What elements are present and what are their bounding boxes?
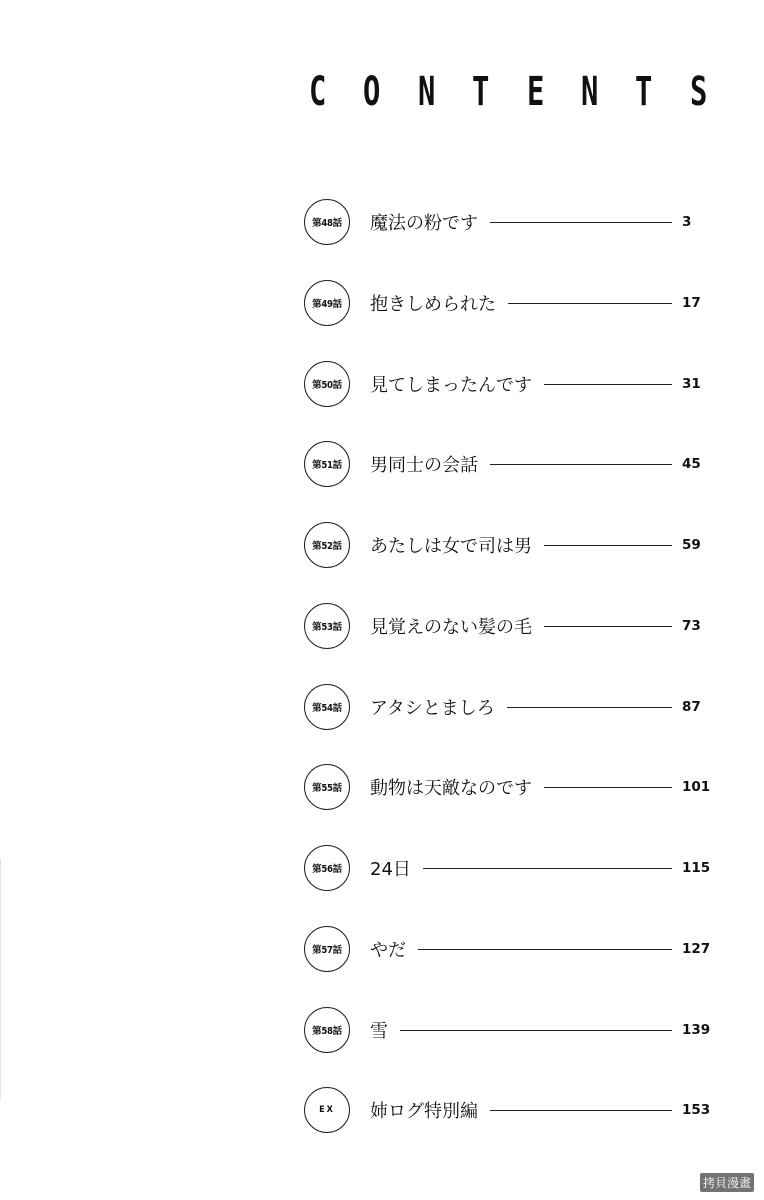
page-number: 3 [682, 214, 692, 230]
page-number: 153 [682, 1102, 711, 1118]
chapter-badge: 第52話 [304, 522, 350, 568]
chapter-title: 見てしまったんです [370, 375, 532, 396]
page-number: 139 [682, 1022, 711, 1038]
title-letter: C [309, 69, 327, 115]
toc-entry[interactable] [304, 198, 716, 246]
page-number: 127 [682, 941, 711, 957]
toc-entry[interactable] [304, 844, 716, 892]
chapter-title: 雪 [370, 1021, 388, 1042]
leader-line [418, 949, 672, 950]
toc-entry[interactable] [304, 1006, 716, 1054]
chapter-badge: 第53話 [304, 603, 350, 649]
page-number: 45 [682, 456, 701, 472]
chapter-badge: 第51話 [304, 441, 350, 487]
chapter-title: 24日 [370, 859, 411, 880]
leader-line [490, 464, 672, 465]
chapter-badge: 第48話 [304, 199, 350, 245]
toc-entry[interactable] [304, 925, 716, 973]
chapter-title: 見覚えのない髪の毛 [370, 617, 532, 638]
leader-line [544, 384, 672, 385]
leader-line [507, 707, 672, 708]
chapter-title: 男同士の会話 [370, 455, 478, 476]
chapter-badge: 第54話 [304, 684, 350, 730]
chapter-title: アタシとましろ [370, 698, 495, 719]
leader-line [544, 787, 672, 788]
toc-entry[interactable] [304, 440, 716, 488]
chapter-title: 抱きしめられた [370, 294, 496, 315]
toc-entry[interactable] [304, 763, 716, 811]
page-number: 17 [682, 295, 701, 311]
title-letter: S [689, 69, 708, 115]
page-edge-marks [0, 860, 4, 1100]
leader-line [423, 868, 672, 869]
page-number: 87 [682, 699, 701, 715]
title-letter: N [417, 69, 436, 115]
leader-line [490, 1110, 672, 1111]
toc-entry[interactable] [304, 521, 716, 569]
chapter-title: 魔法の粉です [370, 213, 478, 234]
chapter-badge: 第55話 [304, 764, 350, 810]
chapter-badge: 第56話 [304, 845, 350, 891]
chapter-title: やだ [370, 940, 406, 961]
extra-badge: EX [304, 1087, 350, 1133]
chapter-badge: 第49話 [304, 280, 350, 326]
chapter-badge: 第57話 [304, 926, 350, 972]
leader-line [544, 626, 672, 627]
page-number: 101 [682, 779, 711, 795]
toc-entry[interactable] [304, 279, 716, 327]
chapter-badge: 第58話 [304, 1007, 350, 1053]
site-watermark: 拷貝漫畫 [700, 1173, 754, 1192]
toc-entry[interactable] [304, 360, 716, 408]
page-number: 115 [682, 860, 711, 876]
toc-entry[interactable] [304, 602, 716, 650]
page-number: 73 [682, 618, 701, 634]
title-letter: E [526, 69, 544, 115]
leader-line [490, 222, 672, 223]
leader-line [544, 545, 672, 546]
leader-line [400, 1030, 672, 1031]
chapter-title: あたしは女で司は男 [370, 536, 532, 557]
page-number: 59 [682, 537, 701, 553]
title-letter: N [581, 69, 599, 115]
page-number: 31 [682, 376, 701, 392]
title-letter: O [363, 69, 381, 115]
toc-entry[interactable] [304, 1086, 716, 1134]
leader-line [508, 303, 672, 304]
title-letter: T [472, 69, 490, 115]
chapter-badge: 第50話 [304, 361, 350, 407]
title-letter: T [635, 69, 653, 115]
chapter-title: 動物は天敵なのです [370, 778, 532, 799]
toc-entry[interactable] [304, 683, 716, 731]
chapter-title: 姉ログ特別編 [370, 1101, 478, 1122]
